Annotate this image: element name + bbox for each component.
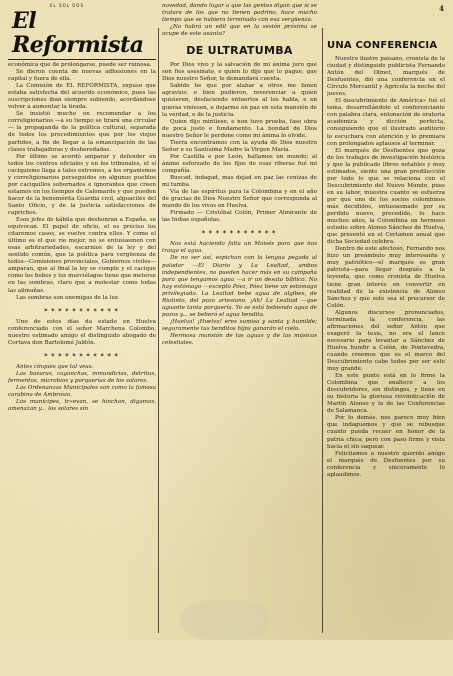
paragraph: Quien dijo mintiese, e non tuvo prueba, faso obra de poca justo e fundamento. La bondad de Dios nuestro Señor le perdone como mi ánima lo olvide. [162,118,317,139]
masthead-title: El Reformista [12,8,144,59]
paragraph: Por Dios vivo y la salvación de mi ánima juro que son fios asesinato, e quien lo dijo que lo pague, que Dios nuestro Señor, le demandará cuenta. [162,62,317,83]
column-middle [162,0,317,643]
column-right [327,0,445,676]
paragraph: Buscad, indagad, mas dejad en paz las cenizas de mi tumba. [162,174,317,189]
paragraph: Por lo demás, nos parece muy bien que indaguemos y que se rebusque cuanto pueda recaer en honor de la patria chica, pero con paso firme y vista hacia el sin saquear. [327,415,445,450]
poem-line: Las basuras, caganchas, inmundicias, detritus, fermentos, microbios y porquerías de los solares. [8,370,156,384]
separator-stars: ✶✶✶✶✶✶✶✶✶✶✶ [43,351,121,359]
paragraph: Por Castilla e por León, hallamos un mundo; al ánimo esforzado de los fijos de esas riberas fué mi compañía. [162,153,317,174]
masthead-small-text: EL SOL DOS [50,3,84,8]
poem-line: Nos está haciendo falta un Moisés para que nos traiga el agua. [162,241,317,255]
paragraph: Tierra encontramos con la ayuda de Dios nuestro Señor e su Santísima Madre la Virgen María. [162,139,317,153]
paragraph: Por último se acordó amparar y defender en todos los centros oficiales y en los tribunales, el sí caciquismo llega a tales extremos, a los organismos y correligionarios perseguidos en algunos pueblos por caciquillos sobornados e ignorantes que creen estamos en los tiempos de Calomarde y que pueden hacer de la benemérita Guardia civil, alguaciles del Santo Oficio, y de la justicia satisfacciones de caprichos. [8,153,156,216]
paragraph: El marqués de Desfuentes que goza de los trabajos de investigación histórica y que la publicado libros notables y muy estimados, siente una gran predilección por todo lo que se relaciona con el Descubrimiento del Nuevo Mundo, pues en su labor, muestra cuanto se esfuerza por que uno de los socios colombinos más decididos, entusiasmado por su perdido nuevo, precedido, lo hace muchos años, la Colombina un hermoso estudio sobre Alonso Sánchez de Huelva, que presentó en el Certamen anual que dicha Sociedad celebra. [327,147,445,246]
poem-line: Antes cinques que tal veas. [16,363,94,370]
poem-line: ¿No habrá un edil que en la sesión próxima se ocupe de este asunto? [162,24,317,38]
paragraph: Las sombras son enemigas de la luz. [16,294,120,301]
paragraph: Esos jefes de kábila que deshonran a España, se equivocan. El papel de oficio, el es preciso los citaremos casos, se vuelve contra ellos. Y como el último es el que ríe mejor, no se entusiasmen con esas arbitrariedades, escarnios de la ley y del sentido común, que la política para vergüenza de todos—Comisiones provinciales, Gobiernos civiles—amparan, que al final la ley se cumple y el cacique como los bobos y los murciélagos tiene que meterse en las sombras, claro que a molestar como todas las alimañas. [8,217,156,294]
paragraph: La Comisión de EL REFORMISTA, expuso que estaba satisfecha del acuerdo económico, pues las suscripciones iban siempre subiendo, acordándose volver a aumentar la tirada. [8,83,156,111]
paragraph: Vía de las espíritus para la Colombina y en el año de gracias de Dios Nuestro Señor que corresponda al mundo de los vivos en Huelva. [162,189,317,210]
paragraph: Se insistió mucho en recomendar a los correligionarios —a su tiempo se tirará una circular— la propaganda de la política cultural, separada de todos los procedimientos que por los viejos partidos, a fin de llegar a la emancipación de las clases trabajadoras y desheredadas. [8,111,156,153]
paragraph: Nuestro ilustre paisano, cronista de la ciudad y distinguido publicista Fernando Antón del Olmet, marqués de Desfuentes, dió una conferencia en el Círculo Mercantil y Agrícola la noche del jueves. [327,56,445,98]
column-rule-2 [322,28,323,633]
article-heading-conferencia: UNA CONFERENCIA [327,40,438,51]
poem-line: novedad, dando lugar a que las gentes digan que si se tratara de los que no tienen padrino, hace mucho tiempo que se hubiera terminado con esa vergüenza. [162,3,317,24]
masthead [8,0,156,62]
paragraph: Sabido he que por alabar a otros me fanen agravios; e bien pudieron, reverenciar a quien quisieren, desfaciendo entuertos al los habla, e en gueras viniesen, e dejarme en paz en esta mansión de la verdad, e de la justicia. [162,83,317,118]
paragraph: Se dieron cuenta de nuevas adhesiones en la capital y fuera de ella. [8,69,156,83]
separator-stars: ✶✶✶✶✶✶✶✶✶✶✶ [200,229,279,237]
paragraph: En este punto está en lo firme la Colombina que enaltece a los descubridores, sin distingos, y tiene en su historia la gloriosa reivindicación de Martín Alonso y la de las Conferencias de Salamanca. [327,373,445,415]
article-heading-ultratumba: DE ULTRATUMBA [186,44,293,58]
poem-line: Las Ordenanzas Municipales son como la famosa carabina de Ambrosio. [8,385,156,399]
paragraph: Algunos discursos pronunciados, terminada la conferencia, las afirmaciones del señor Antón que exageró la tesis, no era el lance necesario para levantar a Sánchez de Huelva hundir a Colón, de Pontevedra, cuando creemos que es el marco del Descubrimiento cabe todos por ser este muy grande. [327,309,445,373]
paragraph: Felicitamos a nuestro querido amigo el marqués de Desfuentes por su conferencia y sinceramente lo aplaudimos. [327,450,445,478]
signature: Firmado — Cristóbal Colón, Primer Almirante de las Indias españolas. [162,210,317,224]
column-rule-1 [158,28,159,633]
paragraph: El descubrimiento de América» fué el tema, desarrollándolo el conferenciante con palabra clara, entonación de oratoria académica y dicción perfecta, consiguiendo que el ilustrado auditorio lo escuchara con atención y lo premiara con prolongados aplausos al terminar. [327,98,445,147]
poem-line: ¡Huelva! ¡Huelva! eres sumisa y santa y humilde; seguramente tus benditos hijos ganarán el cielo. [162,318,317,332]
masthead-rule [8,59,156,60]
paragraph: Uno de estos días da estado en Huelva conferenciado con el señor Marchena Colombo, nuestro estimado amigo el distinguido abogado de Cortava don Bartolomé Jaldón. [8,318,156,346]
column-left [8,0,156,640]
separator-stars: ✶✶✶✶✶✶✶✶✶✶✶ [43,306,121,314]
poem-line: De no ser así, espichan con la lengua pegada al paladar —El Diario y La Lealtad, ambos independientes, no pueden hacer más en su campaña para que tengamos agua —a ir un desato bíblico. No hay estómago —excepto Póez, Póez tiene un estómago privilegiado. La Lealtad bebe agua de algibes, de Riotinto, del pozo artesiano. ¡Ah! La Lealtad —que aguante tanta porquería. Yo se está bebiendo agua de pozos y... se beberá el agua bendita. [162,255,317,318]
poem-line: Los munícipes, tr«evan, se hinchan, digamos, amenazan y... los solares sin [8,399,156,413]
paragraph: Dentro de este afectoso, Fernando nos hizo un preámbulo muy interesante y muy patriótico—el marqués es gran patriota—para llegar después a la leyenda, que como cronista de Huelva tiene gran interés en convertir en realidad de la existencia de Alonso Sánchez y que este sea el precursor de Colón. [327,246,445,309]
page-number: 4 [439,4,444,13]
poem-line: Hermosa mansión de las aguas y de las músicas celestiales. [162,332,317,347]
paragraph: económica que de prolongarse, puede ser ruinosa. [8,62,152,68]
